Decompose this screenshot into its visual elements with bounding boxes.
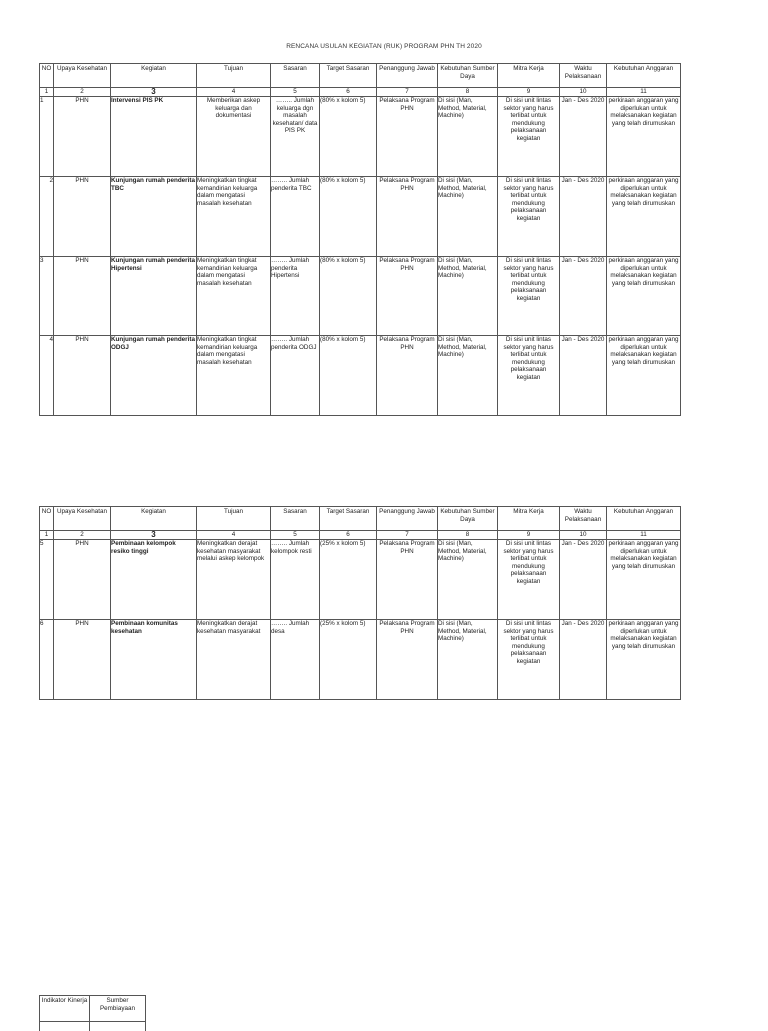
row-target: (80% x kolom 5) bbox=[320, 257, 377, 336]
col-num: 5 bbox=[271, 88, 320, 97]
col-num: 11 bbox=[607, 531, 681, 540]
indikator-cell bbox=[40, 1022, 90, 1031]
header-sasaran: Sasaran bbox=[271, 507, 320, 531]
header-kegiatan: Kegiatan bbox=[111, 64, 197, 88]
col-num: 5 bbox=[271, 531, 320, 540]
col-num: 9 bbox=[498, 88, 560, 97]
header-tujuan: Tujuan bbox=[197, 507, 271, 531]
row-tujuan: Meningkatkan tingkat kemandirian keluarga dalam mengatasi masalah kesehatan bbox=[197, 177, 271, 257]
row-upaya: PHN bbox=[54, 177, 111, 257]
table-row bbox=[40, 336, 681, 416]
header-upaya: Upaya Kesehatan bbox=[54, 64, 111, 88]
ruk-table-2 bbox=[39, 506, 681, 700]
row-tujuan: Meningkatkan tingkat kemandirian keluarga dalam mengatasi masalah kesehatan bbox=[197, 336, 271, 416]
row-waktu: Jan - Des 2020 bbox=[560, 540, 607, 620]
row-upaya: PHN bbox=[54, 620, 111, 700]
row-upaya: PHN bbox=[54, 97, 111, 177]
header-target: Target Sasaran bbox=[320, 507, 377, 531]
col-num: 7 bbox=[377, 88, 438, 97]
row-sumber: Di sisi (Man, Method, Material, Machine) bbox=[438, 336, 498, 416]
col-num: 10 bbox=[560, 531, 607, 540]
col-num: 11 bbox=[607, 88, 681, 97]
header-waktu: Waktu Pelaksanaan bbox=[560, 507, 607, 531]
row-anggaran: perkiraan anggaran yang diperlukan untuk melaksanakan kegiatan yang telah dirumuskan bbox=[607, 620, 681, 700]
row-pj: Pelaksana Program PHN bbox=[377, 257, 438, 336]
row-pj: Pelaksana Program PHN bbox=[377, 540, 438, 620]
row-mitra: Di sisi unit lintas sektor yang harus terlibat untuk mendukung pelaksanaan kegiatan bbox=[498, 177, 560, 257]
row-tujuan: Meningkatkan derajat kesehatan masyarakat melalui askep kelompok bbox=[197, 540, 271, 620]
row-waktu: Jan - Des 2020 bbox=[560, 620, 607, 700]
header-sumber: Kebutuhan Sumber Daya bbox=[438, 507, 498, 531]
row-sasaran: …….. Jumlah penderita Hipertensi bbox=[271, 257, 320, 336]
col-num: 1 bbox=[40, 88, 54, 97]
row-anggaran: perkiraan anggaran yang diperlukan untuk melaksanakan kegiatan yang telah dirumuskan bbox=[607, 540, 681, 620]
row-sasaran: …….. Jumlah desa bbox=[271, 620, 320, 700]
row-waktu: Jan - Des 2020 bbox=[560, 336, 607, 416]
row-upaya: PHN bbox=[54, 540, 111, 620]
row-sasaran: …….. Jumlah keluarga dgn masalah kesehatan/ data PIS PK bbox=[271, 97, 320, 177]
sumber-pembiayaan-cell bbox=[90, 1022, 146, 1031]
row-no: 1 bbox=[40, 97, 54, 177]
header-sasaran: Sasaran bbox=[271, 64, 320, 88]
header-anggaran: Kebutuhan Anggaran bbox=[607, 64, 681, 88]
row-mitra: Di sisi unit lintas sektor yang harus terlibat untuk mendukung pelaksanaan kegiatan bbox=[498, 257, 560, 336]
table-row bbox=[40, 97, 681, 177]
row-kegiatan: Pembinaan komunitas kesehatan bbox=[111, 620, 197, 700]
row-tujuan: Meningkatkan tingkat kemandirian keluarga dalam mengatasi masalah kesehatan bbox=[197, 257, 271, 336]
row-pj: Pelaksana Program PHN bbox=[377, 177, 438, 257]
header-row bbox=[40, 64, 681, 88]
row-no: 4 bbox=[40, 336, 54, 416]
header-indikator: Indikator Kinerja bbox=[40, 996, 90, 1022]
header-sumber: Kebutuhan Sumber Daya bbox=[438, 64, 498, 88]
header-upaya: Upaya Kesehatan bbox=[54, 507, 111, 531]
row-anggaran: perkiraan anggaran yang diperlukan untuk melaksanakan kegiatan yang telah dirumuskan bbox=[607, 257, 681, 336]
row-kegiatan: Kunjungan rumah penderita Hipertensi bbox=[111, 257, 197, 336]
document-title: RENCANA USULAN KEGIATAN (RUK) PROGRAM PHN TH 2020 bbox=[0, 43, 768, 50]
col-num: 4 bbox=[197, 88, 271, 97]
row-no: 2 bbox=[40, 177, 54, 257]
row-no: 3 bbox=[40, 257, 54, 336]
row-sumber: Di sisi (Man, Method, Material, Machine) bbox=[438, 177, 498, 257]
col-num: 9 bbox=[498, 531, 560, 540]
col-num: 8 bbox=[438, 531, 498, 540]
header-sumber-pembiayaan: Sumber Pembiayaan bbox=[90, 996, 146, 1022]
col-num: 10 bbox=[560, 88, 607, 97]
row-anggaran: perkiraan anggaran yang diperlukan untuk melaksanakan kegiatan yang telah dirumuskan bbox=[607, 177, 681, 257]
row-upaya: PHN bbox=[54, 336, 111, 416]
row-anggaran: perkiraan anggaran yang diperlukan untuk melaksanakan kegiatan yang telah dirumuskan bbox=[607, 97, 681, 177]
row-sasaran: …….. Jumlah penderita TBC bbox=[271, 177, 320, 257]
col-num: 2 bbox=[54, 531, 111, 540]
row-upaya: PHN bbox=[54, 257, 111, 336]
row-target: (80% x kolom 5) bbox=[320, 177, 377, 257]
row-kegiatan: Intervensi PIS PK bbox=[111, 97, 197, 177]
row-anggaran: perkiraan anggaran yang diperlukan untuk melaksanakan kegiatan yang telah dirumuskan bbox=[607, 336, 681, 416]
row-waktu: Jan - Des 2020 bbox=[560, 257, 607, 336]
row-pj: Pelaksana Program PHN bbox=[377, 336, 438, 416]
col-num: 6 bbox=[320, 531, 377, 540]
row-sumber: Di sisi (Man, Method, Material, Machine) bbox=[438, 540, 498, 620]
row-waktu: Jan - Des 2020 bbox=[560, 97, 607, 177]
col-num: 6 bbox=[320, 88, 377, 97]
row-sumber: Di sisi (Man, Method, Material, Machine) bbox=[438, 620, 498, 700]
header-no: NO bbox=[40, 64, 54, 88]
header-pj: Penanggung Jawab bbox=[377, 64, 438, 88]
header-kegiatan: Kegiatan bbox=[111, 507, 197, 531]
col-num: 7 bbox=[377, 531, 438, 540]
indikator-header-row bbox=[40, 996, 146, 1022]
row-kegiatan: Kunjungan rumah penderita ODGJ bbox=[111, 336, 197, 416]
row-target: (80% x kolom 5) bbox=[320, 97, 377, 177]
header-mitra: Mitra Kerja bbox=[498, 507, 560, 531]
row-kegiatan: Kunjungan rumah penderita TBC bbox=[111, 177, 197, 257]
row-target: (25% x kolom 5) bbox=[320, 620, 377, 700]
col-num: 8 bbox=[438, 88, 498, 97]
column-number-row bbox=[40, 531, 681, 540]
header-pj: Penanggung Jawab bbox=[377, 507, 438, 531]
row-kegiatan: Pembinaan kelompok resiko tinggi bbox=[111, 540, 197, 620]
ruk-table-1 bbox=[39, 63, 681, 416]
table-row bbox=[40, 620, 681, 700]
row-mitra: Di sisi unit lintas sektor yang harus terlibat untuk mendukung pelaksanaan kegiatan bbox=[498, 540, 560, 620]
indikator-row bbox=[40, 1022, 146, 1031]
header-waktu: Waktu Pelaksanaan bbox=[560, 64, 607, 88]
header-no: NO bbox=[40, 507, 54, 531]
header-tujuan: Tujuan bbox=[197, 64, 271, 88]
header-mitra: Mitra Kerja bbox=[498, 64, 560, 88]
table-row bbox=[40, 177, 681, 257]
col-num: 3 bbox=[111, 531, 197, 540]
row-pj: Pelaksana Program PHN bbox=[377, 97, 438, 177]
row-sumber: Di sisi (Man, Method, Material, Machine) bbox=[438, 97, 498, 177]
header-target: Target Sasaran bbox=[320, 64, 377, 88]
col-num: 1 bbox=[40, 531, 54, 540]
header-anggaran: Kebutuhan Anggaran bbox=[607, 507, 681, 531]
row-sumber: Di sisi (Man, Method, Material, Machine) bbox=[438, 257, 498, 336]
col-num: 2 bbox=[54, 88, 111, 97]
col-num: 4 bbox=[197, 531, 271, 540]
row-mitra: Di sisi unit lintas sektor yang harus terlibat untuk mendukung pelaksanaan kegiatan bbox=[498, 620, 560, 700]
row-mitra: Di sisi unit lintas sektor yang harus terlibat untuk mendukung pelaksanaan kegiatan bbox=[498, 336, 560, 416]
row-mitra: Di sisi unit lintas sektor yang harus terlibat untuk mendukung pelaksanaan kegiatan bbox=[498, 97, 560, 177]
row-sasaran: …….. Jumlah kelompok resti bbox=[271, 540, 320, 620]
row-pj: Pelaksana Program PHN bbox=[377, 620, 438, 700]
header-row bbox=[40, 507, 681, 531]
row-tujuan: Meningkatkan derajat kesehatan masyarakat bbox=[197, 620, 271, 700]
table-row bbox=[40, 540, 681, 620]
row-sasaran: …….. Jumlah penderita ODGJ bbox=[271, 336, 320, 416]
col-num: 3 bbox=[111, 88, 197, 97]
table-row bbox=[40, 257, 681, 336]
row-no: 5 bbox=[40, 540, 54, 620]
indikator-table bbox=[39, 995, 146, 1031]
row-no: 6 bbox=[40, 620, 54, 700]
row-waktu: Jan - Des 2020 bbox=[560, 177, 607, 257]
row-tujuan: Memberikan askep keluarga dan dokumentasi bbox=[197, 97, 271, 177]
row-target: (80% x kolom 5) bbox=[320, 336, 377, 416]
column-number-row bbox=[40, 88, 681, 97]
row-target: (25% x kolom 5) bbox=[320, 540, 377, 620]
